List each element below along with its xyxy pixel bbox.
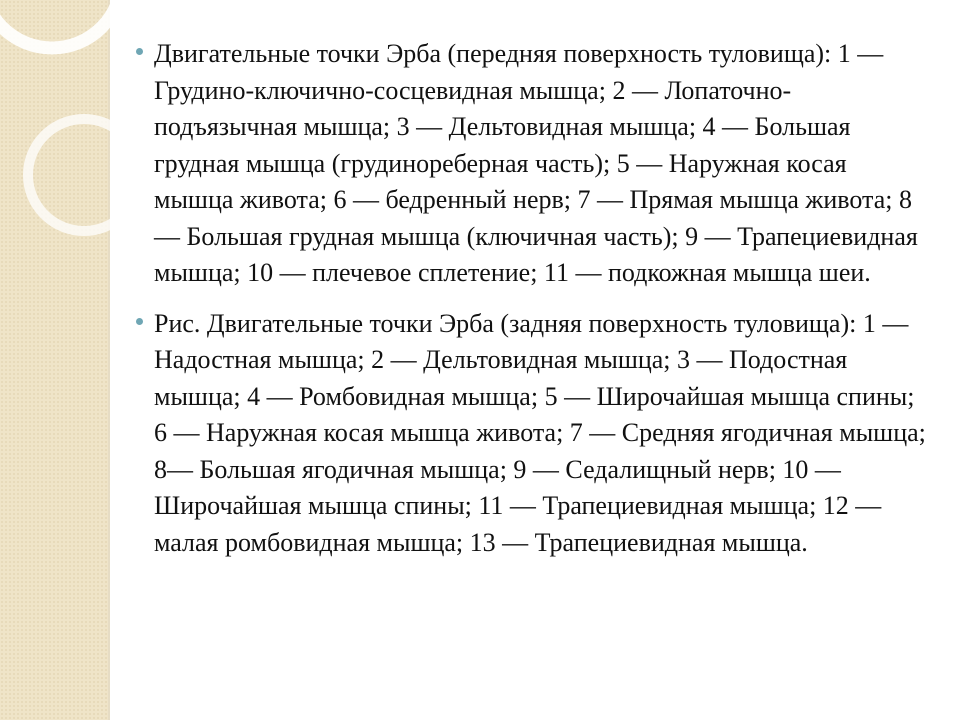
ring-large [0, 0, 122, 48]
bullet-dot-icon [136, 48, 143, 55]
bullet-dot-icon [136, 318, 143, 325]
bullet-item-back [128, 306, 928, 562]
bullet-item-front [128, 36, 928, 292]
ring-ornament [0, 0, 130, 260]
bullet-text: Двигательные точки Эрба (передняя поверхность туловища): 1 — Грудино-ключично-сосцевидная мышца; 2 — Лопаточно-подъязычная мышца; 3 — Дельтовидная мышца; 4 — Большая грудная мышца (грудинореберная часть); 5 — Наружная косая мышца живота; 6 — бедренный нерв; 7 — Прямая мышца живота; 8 — Большая грудная мышца (ключичная часть); 9 — Трапециевидная мышца; 10 — плечевое сплетение; 11 — подкожная мышца шеи. [154, 39, 918, 287]
slide-content [128, 36, 928, 575]
ring-small [28, 119, 130, 231]
bullet-text: Рис. Двигательные точки Эрба (задняя поверхность туловища): 1 — Надостная мышца; 2 — Дельтовидная мышца; 3 — Подостная мышца; 4 — Ромбовидная мышца; 5 — Широчайшая мышца спины; 6 — Наружная косая мышца живота; 7 — Средняя ягодичная мышца; 8— Большая ягодичная мышца; 9 — Седалищный нерв; 10 — Широчайшая мышца спины; 11 — Трапециевидная мышца; 12 — малая ромбовидная мышца; 13 — Трапециевидная мышца. [154, 308, 926, 557]
